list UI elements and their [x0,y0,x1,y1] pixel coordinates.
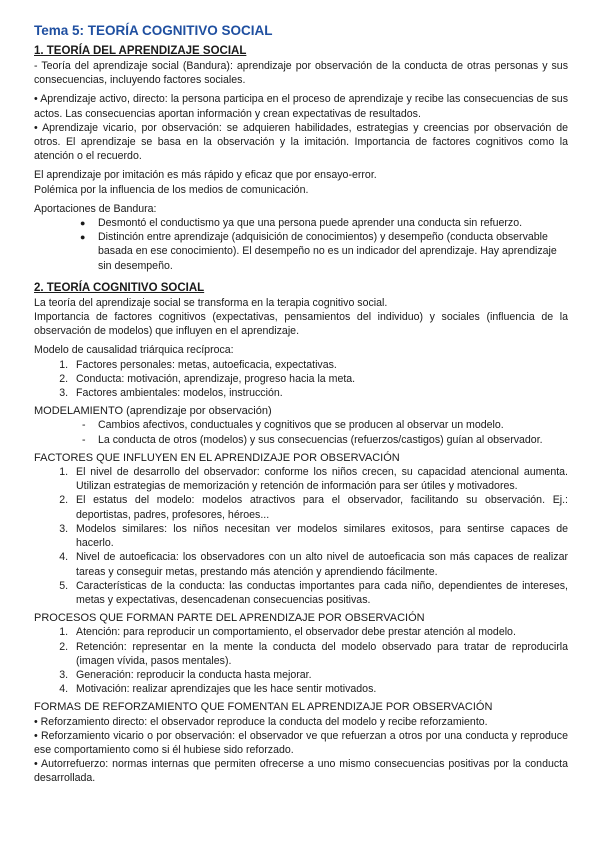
list-item: 4. Nivel de autoeficacia: los observadores con un alto nivel de autoeficacia son más capaces de realizar tareas y conseguir metas, prestando más atención y aprendiendo fácilmente. [71,550,568,578]
forma-item: • Reforzamiento directo: el observador reproduce la conducta del modelo y recibe reforzamiento. [34,715,488,728]
factores-list [34,465,568,607]
list-item: 1. Atención: para reproducir un comportamiento, el observador debe prestar atención al modelo. [71,625,568,639]
list-item: 4. Motivación: realizar aprendizajes que les hace sentir motivados. [71,682,568,696]
s1-intro: - Teoría del aprendizaje social (Bandura): aprendizaje por observación de la conducta de otras personas y sus consecuencias, incluyendo factores sociales. [34,60,568,87]
list-item: - Cambios afectivos, conductuales y cognitivos que se producen al observar un modelo. [82,418,568,432]
factores-label: FACTORES QUE INFLUYEN EN EL APRENDIZAJE POR OBSERVACIÓN [34,451,400,464]
modelamiento-list [34,418,568,446]
procesos-list [34,625,568,696]
modelo-label: Modelo de causalidad triárquica recíproca: [34,344,234,357]
s2-p2: Importancia de factores cognitivos (expectativas, pensamientos del individuo) y sociales (influencia de la observación de modelos) que influyen en el aprendizaje. [34,311,568,338]
section-2-heading: 2. TEORÍA COGNITIVO SOCIAL [34,281,205,294]
list-item: - La conducta de otros (modelos) y sus consecuencias (refuerzos/castigos) guían al observador. [82,433,568,447]
list-item: 3. Generación: reproducir la conducta hasta mejorar. [71,668,568,682]
procesos-label: PROCESOS QUE FORMAN PARTE DEL APRENDIZAJE POR OBSERVACIÓN [34,612,425,625]
list-item: 3. Modelos similares: los niños necesitan ver modelos similares exitosos, para sentirse capaces de hacerlo. [71,522,568,550]
list-item: 3. Factores ambientales: modelos, instrucción. [71,386,568,400]
list-item: 2. El estatus del modelo: modelos atractivos para el observador, facilitando su observación. Ej.: deportistas, padres, profesores, héroes... [71,493,568,521]
list-item: 1. Factores personales: metas, autoeficacia, expectativas. [71,358,568,372]
list-item: ● Desmontó el conductismo ya que una persona puede aprender una conducta sin refuerzo. [82,216,568,230]
modelo-list [34,358,568,401]
s1-polemica: Polémica por la influencia de los medios de comunicación. [34,183,309,196]
list-item: 1. El nivel de desarrollo del observador: conforme los niños crecen, su capacidad atencional aumenta. Utilizan estrategias de memorización y retención de información para ser útiles y motivadores. [71,465,568,493]
aportaciones-label: Aportaciones de Bandura: [34,202,157,215]
aportaciones-list [34,216,568,273]
list-item: 2. Retención: representar en la mente la conducta del modelo observado para tratar de reproducirla (imagen vívida, pasos mentales). [71,640,568,668]
modelamiento-label: MODELAMIENTO (aprendizaje por observación) [34,405,272,418]
document-title: Tema 5: TEORÍA COGNITIVO SOCIAL [34,23,273,38]
section-1-heading: 1. TEORÍA DEL APRENDIZAJE SOCIAL [34,45,247,57]
list-item: 2. Conducta: motivación, aprendizaje, progreso hacia la meta. [71,372,568,386]
s1-imitacion: El aprendizaje por imitación es más rápido y eficaz que por ensayo-error. [34,169,377,182]
list-item: 5. Características de la conducta: las conductas importantes para cada niño, dependientes de intereses, metas y expectativas, desencadenan consecuencias positivas. [71,579,568,607]
s1-aprendizaje-activo: • Aprendizaje activo, directo: la persona participa en el proceso de aprendizaje y recibe las consecuencias de sus actos. Las consecuencias aportan información y crean expectativas de resultados. [34,93,568,120]
s1-aprendizaje-vicario: • Aprendizaje vicario, por observación: se adquieren habilidades, estrategias y creencias por observación de otros. El aprendizaje se basa en la observación y la imitación. Importancia de factores cognitivos como la atención o el recuerdo. [34,121,568,163]
list-item: ● Distinción entre aprendizaje (adquisición de conocimientos) y desempeño (conducta observable basada en ese conocimiento). El desempeño no es un indicador del aprendizaje. Hay aprendizaje sin desempeño. [82,230,568,273]
forma-item: • Autorrefuerzo: normas internas que permiten ofrecerse a uno mismo consecuencias positivas por la conducta desarrollada. [34,758,568,785]
forma-item: • Reforzamiento vicario o por observación: el observador ve que refuerzan a otros por una conducta y reproduce ese comportamiento como si él hubiese sido reforzado. [34,729,568,756]
formas-label: FORMAS DE REFORZAMIENTO QUE FOMENTAN EL APRENDIZAJE POR OBSERVACIÓN [34,701,493,714]
s2-p1: La teoría del aprendizaje social se transforma en la terapia cognitivo social. [34,296,388,309]
